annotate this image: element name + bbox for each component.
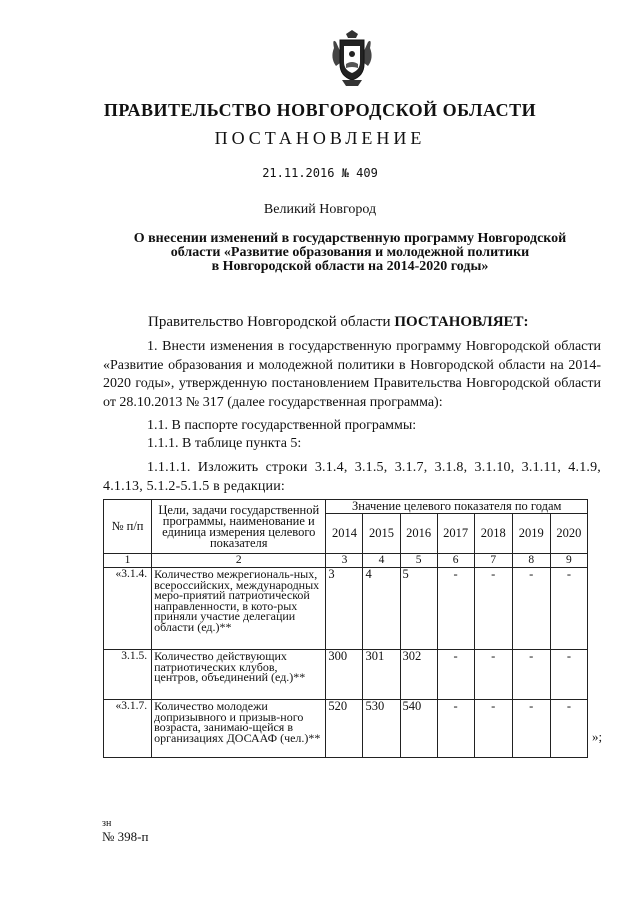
column-number: 9 [550,554,587,568]
indicator-value: - [474,700,512,758]
indicator-value: - [512,568,550,650]
indicator-value: - [512,650,550,700]
year-header: 2015 [363,514,400,554]
government-title: ПРАВИТЕЛЬСТВО НОВГОРОДСКОЙ ОБЛАСТИ [103,100,537,120]
column-header-values: Значение целевого показателя по годам [326,500,588,514]
indicator-value: 520 [326,700,363,758]
indicator-name: Количество межрегиональ-ных, всероссийских, международных меро-приятий патриотической направленности, в кото-рых приняли участие делегации области (ед.)** [152,568,326,650]
row-number: «3.1.4. [104,568,152,650]
indicator-value: 300 [326,650,363,700]
year-header: 2017 [437,514,474,554]
year-header: 2016 [400,514,437,554]
year-header: 2018 [474,514,512,554]
paragraph-1-1-1-1: 1.1.1.1. Изложить строки 3.1.4, 3.1.5, 3.1.7, 3.1.8, 3.1.10, 3.1.11, 4.1.9, 4.1.13, 5.1.2-5.1.5 в редакции: [103,460,601,494]
paragraph-1-1-1: 1.1.1. В таблице пункта 5: [147,436,302,451]
indicator-value: 5 [400,568,437,650]
coat-of-arms-emblem [328,30,376,88]
subject-line-1: О внесении изменений в государственную программу Новгородской [133,231,567,246]
indicator-value: 4 [363,568,400,650]
column-number: 1 [104,554,152,568]
table-row [104,700,588,758]
target-indicators-table [103,499,588,758]
decree-prefix: Правительство Новгородской области [148,314,395,330]
indicator-value: - [437,568,474,650]
indicator-name: Количество действующих патриотических клубов, центров, объединений (ед.)** [152,650,326,700]
column-number: 3 [326,554,363,568]
document-subject [100,232,600,274]
paragraph-1: 1. Внести изменения в государственную программу Новгородской области «Развитие образования и молодежной политики в Новгородской области на 2014-2020 годы», утвержденную постановлением Правительства Новгородской области от 28.10.2013 № 317 (далее государственная программа): [103,339,601,410]
footer-document-number: № 398-п [102,829,149,844]
indicator-value: 540 [400,700,437,758]
column-number: 4 [363,554,400,568]
column-number: 2 [152,554,326,568]
table-row [104,650,588,700]
table-column-numbers-row [104,554,588,568]
paragraph-1-1: 1.1. В паспорте государственной программы: [147,418,417,433]
column-number: 5 [400,554,437,568]
footer-initials: зн [102,818,112,829]
year-header: 2014 [326,514,363,554]
table-header-row [104,500,588,514]
indicator-name: Количество молодежи допризывного и призыв-ного возраста, занимаю-щейся в организациях ДОСААФ (чел.)** [152,700,326,758]
table-closing-quote: »; [592,729,603,744]
column-number: 8 [512,554,550,568]
column-header-goal: Цели, задачи государственной программы, наименование и единица измерения целевого показателя [152,500,326,554]
indicator-value: - [512,700,550,758]
indicator-value: - [550,568,587,650]
document-type: ПОСТАНОВЛЕНИЕ [214,128,426,148]
decree-verb: ПОСТАНОВЛЯЕТ: [394,314,529,330]
column-number: 6 [437,554,474,568]
year-header: 2020 [550,514,587,554]
indicator-value: 3 [326,568,363,650]
date-and-number: 21.11.2016 № 409 [262,166,378,180]
indicator-value: 301 [363,650,400,700]
indicator-value: - [474,650,512,700]
indicator-value: - [437,700,474,758]
column-number: 7 [474,554,512,568]
indicator-value: - [437,650,474,700]
decree-statement [148,314,529,331]
column-header-number: № п/п [104,500,152,554]
subject-line-3: в Новгородской области на 2014-2020 годы» [211,259,489,274]
row-number: «3.1.7. [104,700,152,758]
city-name: Великий Новгород [263,202,377,217]
subject-line-2: области «Развитие образования и молодежной политики [170,245,530,260]
indicator-value: - [474,568,512,650]
indicator-value: - [550,650,587,700]
table-row [104,568,588,650]
row-number: 3.1.5. [104,650,152,700]
indicator-value: - [550,700,587,758]
indicator-value: 302 [400,650,437,700]
indicator-value: 530 [363,700,400,758]
year-header: 2019 [512,514,550,554]
